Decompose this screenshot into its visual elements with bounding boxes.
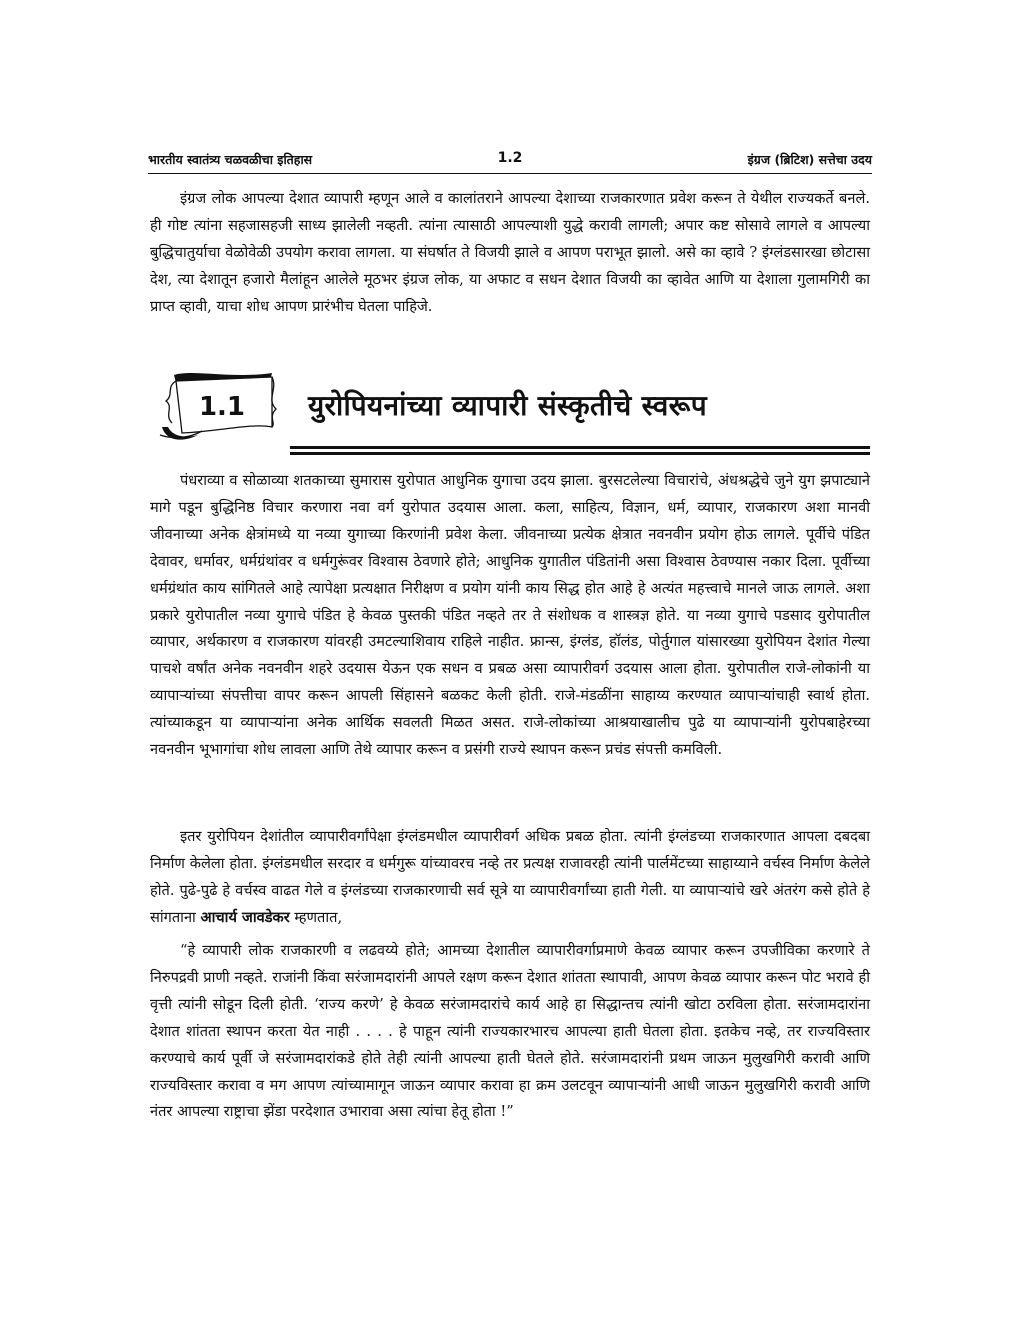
paragraph-english-merchants-text: इतर युरोपियन देशांतील व्यापारीवर्गांपेक्षा इंग्लंडमधील व्यापारीवर्ग अधिक प्रबळ होता. त्यांनी इंग्लंडच्या राजकारणात आपला दबदबा निर्माण केलेला होता. इंग्लंडमधील सरदार व धर्मगुरू यांच्यावरच नव्हे तर प्रत्यक्ष राजावरही त्यांनी पार्लमेंटच्या साहाय्याने वर्चस्व निर्माण केलेले होते. पुढे-पुढे हे वर्चस्व वाढत गेले व इंग्लंडच्या राजकारणाची सर्व सूत्रे या व्यापारीवर्गांच्या हाती गेली. या व्यापाऱ्यांचे खरे अंतरंग कसे होते हे सांगताना bbox=[150, 828, 870, 926]
section-title-rule-top bbox=[290, 446, 870, 449]
section-title-rule-bottom bbox=[290, 452, 870, 455]
chapter-title: इंग्रज (ब्रिटिश) सत्तेचा उदय bbox=[747, 152, 872, 167]
paragraph-european-trade: पंधराव्या व सोळाव्या शतकाच्या सुमारास युरोपात आधुनिक युगाचा उदय झाला. बुरसटलेल्या विचारांचे, अंधश्रद्धेचे जुने युग झपाट्याने मागे पडून बुद्धिनिष्ठ विचार करणारा नवा वर्ग युरोपात उदयास आला. कला, साहित्य, विज्ञान, धर्म, व्यापार, राजकारण अशा मानवी जीवनाच्या अनेक क्षेत्रांमध्ये या नव्या युगाच्या किरणांनी प्रवेश केला. जीवनाच्या प्रत्येक क्षेत्रात नवनवीन प्रयोग होऊ लागले. पूर्वीचे पंडित देवावर, धर्मावर, धर्मग्रंथांवर व धर्मगुरूंवर विश्वास ठेवणारे होते; आधुनिक युगातील पंडितांनी असा विश्वास ठेवण्यास नकार दिला. पूर्वीच्या धर्मग्रंथांत काय सांगितले आहे त्यापेक्षा प्रत्यक्षात निरीक्षण व प्रयोग यांनी काय सिद्ध होत आहे हे अत्यंत महत्त्वाचे मानले जाऊ लागले. अशा प्रकारे युरोपातील नव्या युगाचे पंडित हे केवळ पुस्तकी पंडित नव्हते तर ते संशोधक व शास्त्रज्ञ होते. या नव्या युगाचे पडसाद युरोपातील व्यापार, अर्थकारण व राजकारण यांवरही उमटल्याशिवाय राहिले नाहीत. फ्रान्स, इंग्लंड, हॉलंड, पोर्तुगाल यांसारख्या युरोपियन देशांत गेल्या पाचशे वर्षांत अनेक नवनवीन शहरे उदयास येऊन एक सधन व प्रबळ असा व्यापारीवर्ग उदयास आला होता. युरोपातील राजे-लोकांनी या व्यापाऱ्यांच्या संपत्तीचा वापर करून आपली सिंहासने बळकट केली होती. राजे-मंडळींना साहाय्य करण्यात व्यापाऱ्यांचाही स्वार्थ होता. त्यांच्याकडून या व्यापाऱ्यांना अनेक आर्थिक सवलती मिळत असत. राजे-लोकांच्या आश्रयाखालीच पुढे या व्यापाऱ्यांनी युरोपबाहेरच्या नवनवीन भूभागांचा शोध लावला आणि तेथे व्यापार करून व प्रसंगी राज्ये स्थापन करून प्रचंड संपत्ती कमविली. bbox=[150, 472, 870, 759]
paragraph-english-merchants bbox=[150, 824, 870, 932]
book-title: भारतीय स्वातंत्र्य चळवळीचा इतिहास bbox=[148, 152, 313, 167]
header-rule bbox=[148, 173, 872, 174]
section-badge bbox=[152, 365, 280, 445]
quote-paragraph: “हे व्यापारी लोक राजकारणी व लढवय्ये होते; आमच्या देशातील व्यापारीवर्गाप्रमाणे केवळ व्यापार करून उपजीविका करणारे ते निरुपद्रवी प्राणी नव्हते. राजांनी किंवा सरंजामदारांनी आपले रक्षण करून देशात शांतता स्थापावी, आपण केवळ व्यापार करून पोट भरावे ही वृत्ती त्यांनी सोडून दिली होती. ‘राज्य करणे’ हे केवळ सरंजामदारांचे कार्य आहे हा सिद्धान्तच त्यांनी खोटा ठरविला होता. सरंजामदारांना देशात शांतता स्थापन करता येत नाही . . . . हे पाहून त्यांनी राज्यकारभारच आपल्या हाती घेतला होता. इतकेच नव्हे, तर राज्यविस्तार करण्याचे कार्य पूर्वी जे सरंजामदारांकडे होते तेही त्यांनी आपल्या हाती घेतले होते. सरंजामदारांनी प्रथम जाऊन मुलुखगिरी करावी आणि राज्यविस्तार करावा व मग आपण त्यांच्यामागून जाऊन व्यापार करावा हा क्रम उलटवून व्यापाऱ्यांनी आधी जाऊन मुलुखगिरी करावी आणि नंतर आपल्या राष्ट्राचा झेंडा परदेशात उभारावा असा त्यांचा हेतू होता !” bbox=[150, 942, 870, 1121]
page-number: 1.2 bbox=[497, 150, 523, 166]
section-title: युरोपियनांच्या व्यापारी संस्कृतीचे स्वरूप bbox=[308, 389, 707, 422]
author-name: आचार्य जावडेकर bbox=[200, 908, 290, 926]
intro-paragraph: इंग्रज लोक आपल्या देशात व्यापारी म्हणून आले व कालांतराने आपल्या देशाच्या राजकारणात प्रवेश करून ते येथील राज्यकर्ते बनले. ही गोष्ट त्यांना सहजासहजी साध्य झालेली नव्हती. त्यांना त्यासाठी आपल्याशी युद्धे करावी लागली; अपार कष्ट सोसावे लागले व आपल्या बुद्धिचातुर्याचा वेळोवेळी उपयोग करावा लागला. या संघर्षात ते विजयी झाले व आपण पराभूत झालो. असे का व्हावे ? इंग्लंडसारखा छोटासा देश, त्या देशातून हजारो मैलांहून आलेले मूठभर इंग्रज लोक, या अफाट व सधन देशात विजयी का व्हावेत आणि या देशाला गुलामगिरी का प्राप्त व्हावी, याचा शोध आपण प्रारंभीच घेतला पाहिजे. bbox=[150, 190, 870, 315]
section-number: 1.1 bbox=[198, 392, 246, 422]
paragraph-english-merchants-tail: म्हणतात, bbox=[294, 908, 343, 926]
running-header bbox=[148, 151, 872, 173]
